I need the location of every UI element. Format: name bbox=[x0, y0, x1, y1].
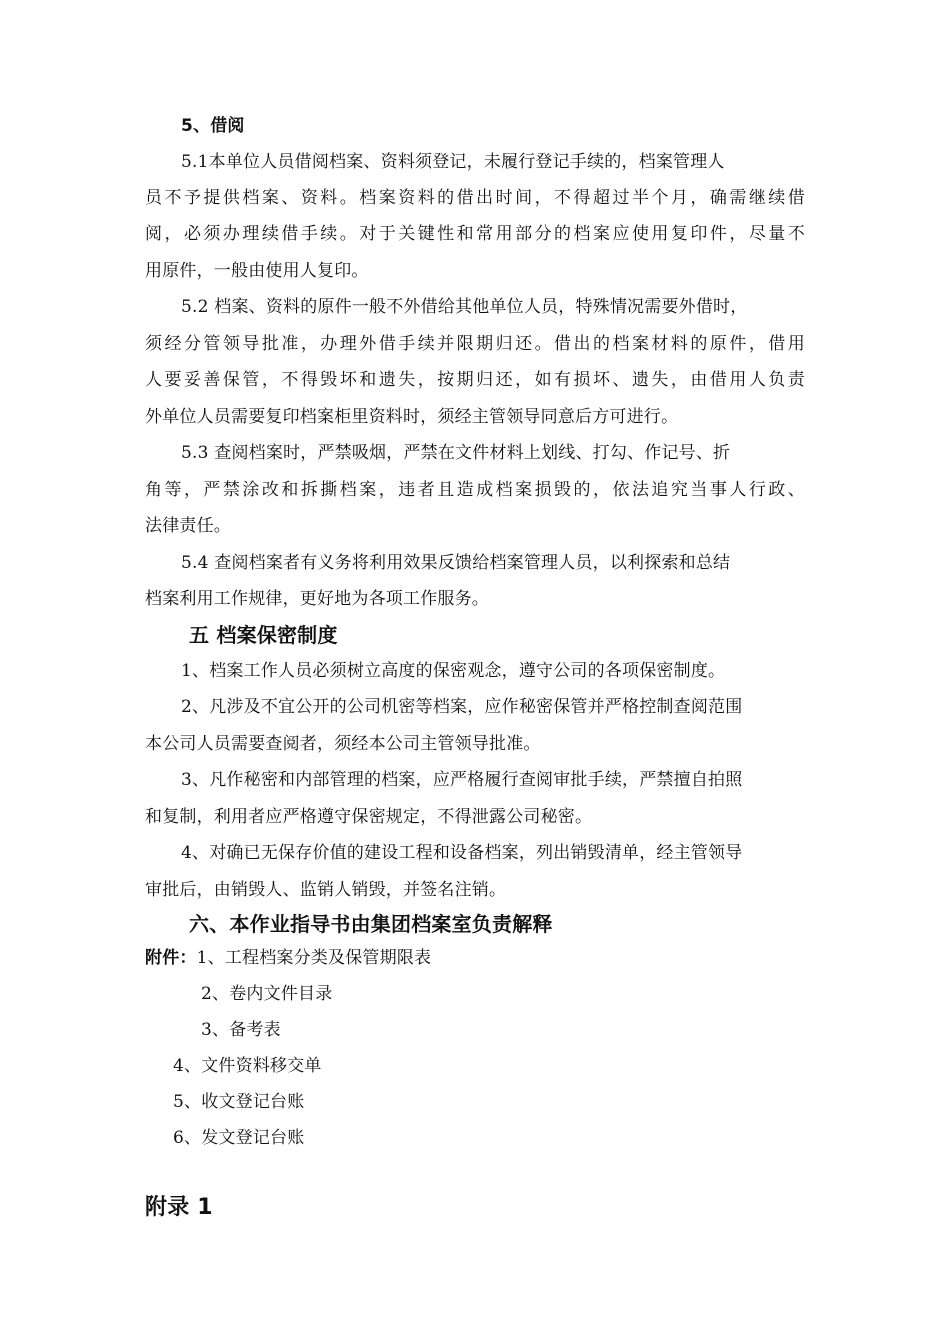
confidential-item-4-line-1: 4、对确已无保存价值的建设工程和设备档案，列出销毁清单，经主管领导 bbox=[181, 843, 743, 863]
confidential-item-2-line-2: 本公司人员需要查阅者，须经本公司主管领导批准。 bbox=[145, 734, 541, 754]
confidential-item-3-line-2: 和复制，利用者应严格遵守保密规定，不得泄露公司秘密。 bbox=[145, 807, 593, 827]
confidential-item-1-line-1: 1、档案工作人员必须树立高度的保密观念，遵守公司的各项保密制度。 bbox=[181, 661, 726, 681]
paragraph-5-2-line-4: 外单位人员需要复印档案柜里资料时，须经主管领导同意后方可进行。 bbox=[145, 407, 679, 427]
attachment-item: 2、卷内文件目录 bbox=[201, 984, 333, 1004]
confidential-item-2-line-1: 2、凡涉及不宜公开的公司机密等档案，应作秘密保管并严格控制查阅范围 bbox=[181, 697, 743, 717]
confidential-item-3-line-1: 3、凡作秘密和内部管理的档案，应严格履行查阅审批手续，严禁擅自拍照 bbox=[181, 770, 743, 790]
paragraph-5-2-line-1: 5.2 档案、资料的原件一般不外借给其他单位人员，特殊情况需要外借时， bbox=[181, 297, 748, 317]
paragraph-5-4-line-2: 档案利用工作规律，更好地为各项工作服务。 bbox=[145, 589, 489, 609]
attachments-label: 附件： bbox=[145, 948, 197, 968]
paragraph-5-3-line-2: 角等，严禁涂改和拆撕档案，违者且造成档案损毁的，依法追究当事人行政、 bbox=[145, 480, 805, 500]
section-six-heading: 六、本作业指导书由集团档案室负责解释 bbox=[189, 912, 553, 936]
paragraph-5-1-line-4: 用原件，一般由使用人复印。 bbox=[145, 261, 369, 281]
paragraph-5-2-line-2: 须经分管领导批准，办理外借手续并限期归还。借出的档案材料的原件，借用 bbox=[145, 334, 805, 354]
appendix-title: 附录 1 bbox=[145, 1195, 213, 1220]
paragraph-5-3-line-3: 法律责任。 bbox=[145, 516, 231, 536]
attachment-item: 4、文件资料移交单 bbox=[173, 1056, 322, 1076]
attachment-item: 5、收文登记台账 bbox=[173, 1092, 305, 1112]
attachment-row-1 bbox=[145, 947, 431, 969]
paragraph-5-1-line-1: 5.1本单位人员借阅档案、资料须登记，未履行登记手续的，档案管理人 bbox=[181, 152, 725, 172]
attachment-item: 6、发文登记台账 bbox=[173, 1128, 305, 1148]
paragraph-5-3-line-1: 5.3 查阅档案时，严禁吸烟，严禁在文件材料上划线、打勾、作记号、折 bbox=[181, 443, 731, 463]
attachment-item: 3、备考表 bbox=[201, 1020, 281, 1040]
paragraph-5-4-line-1: 5.4 查阅档案者有义务将利用效果反馈给档案管理人员，以利探索和总结 bbox=[181, 553, 731, 573]
paragraph-5-2-line-3: 人要妥善保管，不得毁坏和遗失，按期归还，如有损坏、遗失，由借用人负责 bbox=[145, 370, 805, 390]
attachment-item: 1、工程档案分类及保管期限表 bbox=[196, 948, 432, 968]
section-five-heading: 五 档案保密制度 bbox=[189, 623, 338, 647]
section-5-heading: 5、借阅 bbox=[181, 116, 245, 136]
paragraph-5-1-line-2: 员不予提供档案、资料。档案资料的借出时间，不得超过半个月，确需继续借 bbox=[145, 188, 805, 208]
paragraph-5-1-line-3: 阅，必须办理续借手续。对于关键性和常用部分的档案应使用复印件，尽量不 bbox=[145, 224, 805, 244]
confidential-item-4-line-2: 审批后，由销毁人、监销人销毁，并签名注销。 bbox=[145, 880, 507, 900]
